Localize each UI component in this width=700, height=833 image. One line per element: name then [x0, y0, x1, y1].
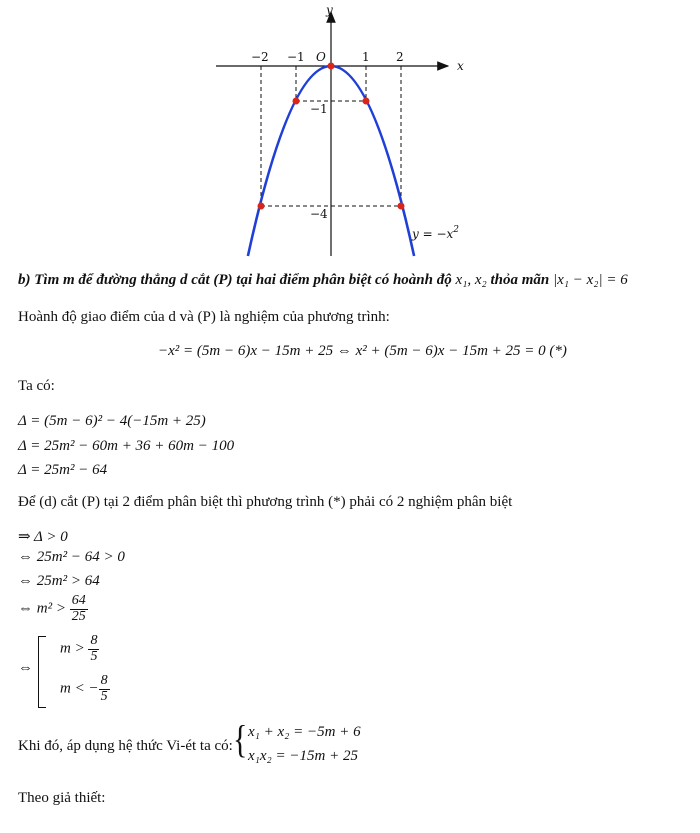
x-axis-label: x — [457, 59, 464, 73]
cases-symbol: ⇔ — [18, 660, 33, 676]
part-b-condition: |x₁ − x₂| = 6 — [553, 272, 628, 288]
tick-y-neg4: −4 — [310, 207, 328, 221]
case-2-num: 8 — [100, 673, 108, 688]
vieta-line-2: x₁x₂ = −15m + 25 — [248, 748, 358, 764]
vieta-brace: { — [233, 718, 248, 762]
paragraph-ta-co: Ta có: — [18, 378, 55, 394]
fraction-num: 64 — [71, 593, 86, 608]
paragraph-intersection: Hoành độ giao điểm của d và (P) là nghiệm của phương trình: — [18, 309, 390, 325]
case-1 — [60, 634, 99, 664]
case-2 — [60, 674, 110, 704]
marked-point — [258, 203, 265, 210]
y-axis-label: y — [326, 3, 333, 17]
part-b-prefix: b) Tìm m để đường thẳng d cắt (P) tại hai điểm phân biệt có hoành độ — [18, 272, 456, 288]
paragraph-theo-gia-thiet: Theo giả thiết: — [18, 790, 106, 806]
tick-x-neg2: −2 — [251, 50, 269, 64]
equation-main: −x² = (5m − 6)x − 15m + 25 ⇔ x² + (5m − 6)x − 15m + 25 = 0 (*) — [158, 343, 567, 359]
step-3: ⇔ 25m² > 64 — [18, 573, 100, 589]
vieta-line-1: x₁ + x₂ = −5m + 6 — [248, 724, 361, 740]
step-fraction — [18, 594, 88, 624]
step-fraction-prefix: ⇔ m² > — [18, 600, 70, 617]
case-1-den: 5 — [90, 648, 98, 664]
fraction-64-25 — [70, 594, 88, 624]
delta-line-1: Δ = (5m − 6)² − 4(−15m + 25) — [18, 413, 206, 429]
marked-point — [328, 63, 335, 70]
curve-label: $y = -x^2$ — [412, 225, 460, 241]
part-b-heading — [18, 272, 628, 289]
case-1-fraction — [88, 634, 99, 664]
vieta-text: Khi đó, áp dụng hệ thức Vi-ét ta có: — [18, 738, 233, 754]
step-2: ⇔ 25m² − 64 > 0 — [18, 549, 125, 565]
tick-x-2: 2 — [396, 50, 404, 64]
delta-line-2: Δ = 25m² − 60m + 36 + 60m − 100 — [18, 438, 235, 454]
marked-point — [293, 98, 300, 105]
step-1: ⇒ Δ > 0 — [18, 529, 68, 545]
tick-y-neg1: −1 — [310, 102, 328, 116]
parabola-graph — [210, 0, 480, 262]
case-2-fraction — [99, 674, 110, 704]
origin-label: O — [316, 50, 326, 64]
delta-line-3: Δ = 25m² − 64 — [18, 462, 108, 478]
case-2-prefix: m < − — [60, 680, 99, 697]
case-1-prefix: m > — [60, 640, 89, 657]
marked-point — [398, 203, 405, 210]
cases-bracket — [38, 636, 46, 708]
case-2-den: 5 — [100, 688, 108, 704]
paragraph-condition: Để (d) cắt (P) tại 2 điểm phân biệt thì phương trình (*) phải có 2 nghiệm phân biệt — [18, 494, 513, 510]
marked-point — [363, 98, 370, 105]
case-1-num: 8 — [90, 633, 98, 648]
part-b-vars: x₁, x₂ — [455, 272, 487, 288]
part-b-middle: thỏa mãn — [486, 272, 554, 288]
tick-x-neg1: −1 — [287, 50, 305, 64]
tick-x-1: 1 — [362, 50, 370, 64]
fraction-den: 25 — [71, 608, 86, 624]
